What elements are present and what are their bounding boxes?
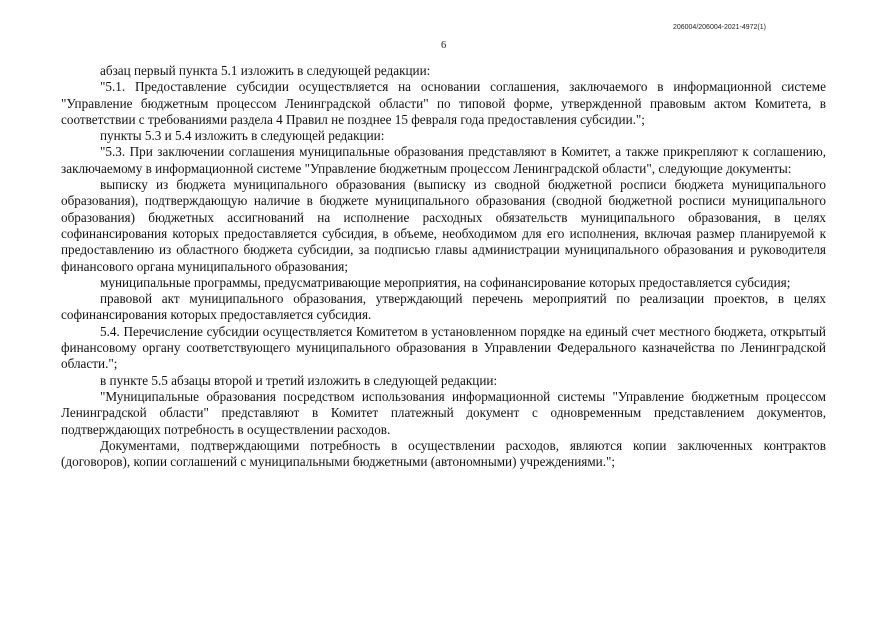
paragraph-1: абзац первый пункта 5.1 изложить в следующей редакции:	[100, 63, 431, 78]
paragraph-9: в пункте 5.5 абзацы второй и третий изложить в следующей редакции:	[100, 372, 498, 388]
paragraph-2: "5.1. Предоставление субсидии осуществляется на основании соглашения, заключаемого в информационной системе "Управление бюджетным процессом Ленинградской области" по типовой форме, утвержденной правовым актом Комитета, в соответствии с требованиями раздела 4 Правил не позднее 15 февраля года предоставления субсидии.";	[61, 79, 826, 127]
page-number: 6	[441, 40, 447, 51]
paragraph-11: Документами, подтверждающими потребность в осуществлении расходов, являются копии заключенных контрактов (договоров), копии соглашений с муниципальными бюджетными (автономными) учреждениями.";	[61, 437, 826, 470]
paragraph-7: правовой акт муниципального образования, утверждающий перечень мероприятий по реализации проектов, в целях софинансирования которых предоставляется субсидия.	[61, 291, 826, 323]
paragraph-10: "Муниципальные образования посредством использования информационной системы "Управление бюджетным процессом Ленинградской области" представляют в Комитет платежный документ с одновременным представлением документов, подтверждающих потребность в осуществлении расходов.	[61, 388, 826, 437]
document-id: 206004/206004-2021-4972(1)	[672, 24, 766, 31]
paragraph-6: муниципальные программы, предусматривающие мероприятия, на софинансирование которых предоставляется субсидия;	[100, 274, 791, 290]
paragraph-4: "5.3. При заключении соглашения муниципальные образования представляют в Комитет, а также прикрепляют к соглашению, заключаемому в информационной системе "Управление бюджетным процессом Ленинградской области", следующие документы:	[61, 144, 826, 176]
paragraph-8: 5.4. Перечисление субсидии осуществляется Комитетом в установленном порядке на единый счет местного бюджета, открытый финансовому органу соответствующего муниципального образования в Управлении Федерального казначейства по Ленинградской области.";	[61, 323, 826, 372]
paragraph-5: выписку из бюджета муниципального образования (выписку из сводной бюджетной росписи бюджета муниципального образования), подтверждающую наличие в бюджете муниципального образования (сводной бюджетной росписи муниципального образования) бюджетных ассигнований на исполнение расходных обязательств муниципального образования, в целях софинансирования которых предоставляется субсидия, в объеме, необходимом для его исполнения, включая размер планируемой к предоставлению из областного бюджета субсидии, за подписью главы администрации муниципального образования и руководителя финансового органа муниципального образования;	[61, 177, 826, 274]
document-body	[61, 63, 826, 470]
paragraph-3: пункты 5.3 и 5.4 изложить в следующей редакции:	[100, 128, 385, 144]
